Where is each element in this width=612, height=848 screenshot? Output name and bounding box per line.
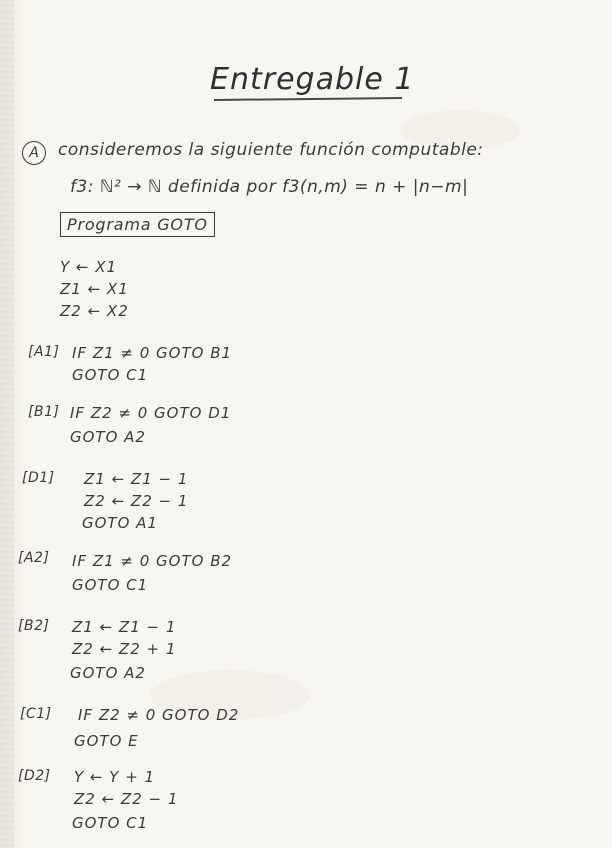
init-line: Y ← X1 bbox=[60, 258, 118, 276]
program-heading: Programa GOTO bbox=[60, 212, 215, 237]
code-line: Z2 ← Z2 − 1 bbox=[74, 790, 179, 808]
code-line: GOTO C1 bbox=[72, 576, 149, 594]
title-underline bbox=[214, 97, 402, 101]
code-line: GOTO A2 bbox=[70, 428, 146, 446]
code-line: GOTO C1 bbox=[72, 814, 149, 832]
code-line: IF Z2 ≠ 0 GOTO D1 bbox=[70, 404, 232, 422]
block-label: [D2] bbox=[18, 768, 51, 784]
page-title: Entregable 1 bbox=[210, 62, 415, 97]
paper-edge bbox=[0, 0, 14, 848]
code-line: Z1 ← Z1 − 1 bbox=[72, 618, 177, 636]
code-line: Z2 ← Z2 + 1 bbox=[72, 640, 177, 658]
init-line: Z1 ← X1 bbox=[60, 280, 129, 298]
code-line: IF Z1 ≠ 0 GOTO B1 bbox=[72, 344, 233, 362]
block-label: [B1] bbox=[28, 404, 60, 420]
code-line: Z2 ← Z2 − 1 bbox=[84, 492, 189, 510]
block-label: [C1] bbox=[20, 706, 52, 722]
code-line: IF Z1 ≠ 0 GOTO B2 bbox=[72, 552, 233, 570]
exercise-marker: A bbox=[22, 141, 46, 165]
block-label: [B2] bbox=[18, 618, 50, 634]
block-label: [A2] bbox=[18, 550, 50, 566]
code-line: Y ← Y + 1 bbox=[74, 768, 156, 786]
code-line: GOTO A1 bbox=[82, 514, 158, 532]
code-line: GOTO A2 bbox=[70, 664, 146, 682]
intro-text: consideremos la siguiente función computable: bbox=[58, 140, 484, 160]
code-line: GOTO C1 bbox=[72, 366, 149, 384]
block-label: [A1] bbox=[28, 344, 60, 360]
block-label: [D1] bbox=[22, 470, 55, 486]
init-line: Z2 ← X2 bbox=[60, 302, 129, 320]
code-line: Z1 ← Z1 − 1 bbox=[84, 470, 189, 488]
code-line: IF Z2 ≠ 0 GOTO D2 bbox=[78, 706, 240, 724]
function-definition: f3: ℕ² → ℕ definida por f3(n,m) = n + |n−m| bbox=[70, 177, 469, 197]
code-line: GOTO E bbox=[74, 732, 139, 750]
